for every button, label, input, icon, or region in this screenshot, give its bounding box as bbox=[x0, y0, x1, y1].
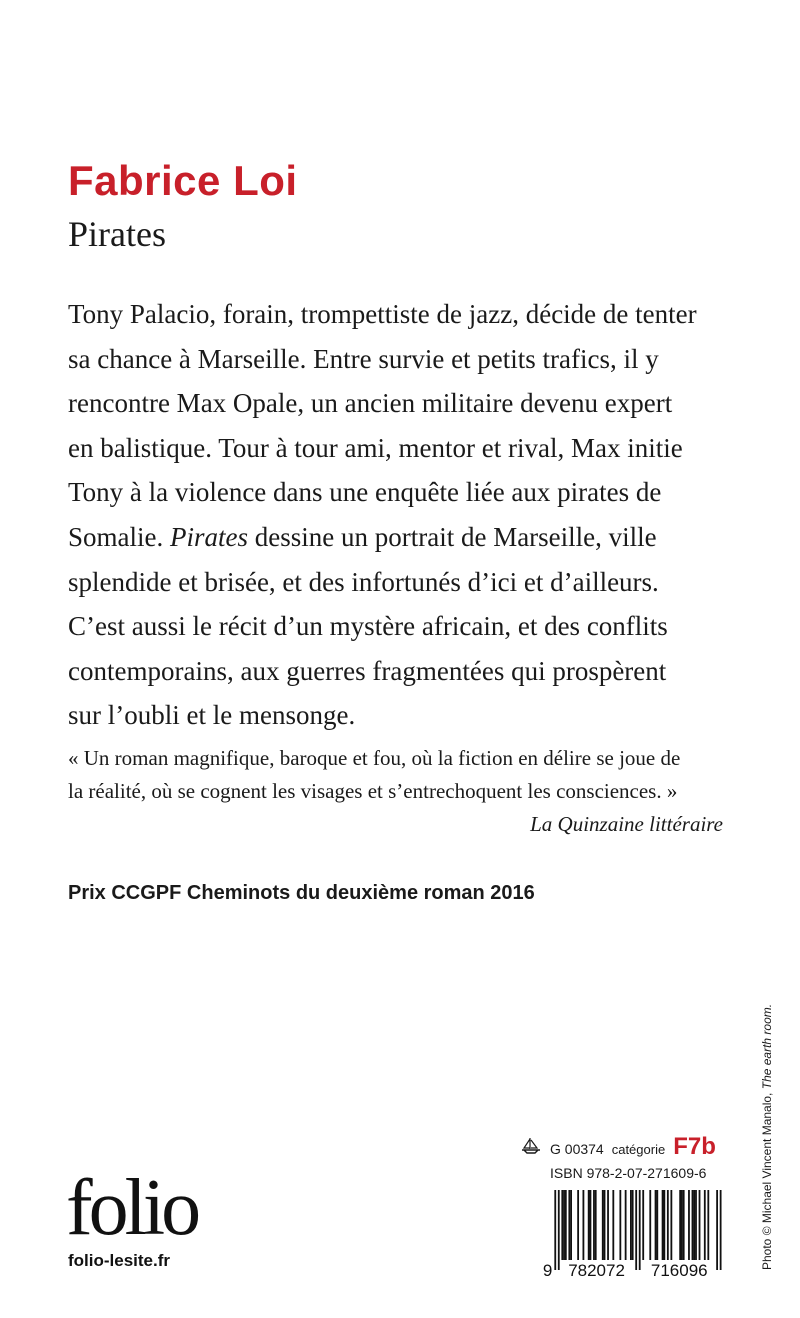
barcode-bar bbox=[588, 1190, 590, 1260]
barcode-bar bbox=[607, 1190, 609, 1260]
barcode-bar bbox=[663, 1190, 665, 1260]
barcode-bar bbox=[662, 1190, 664, 1260]
barcode-bar bbox=[619, 1190, 621, 1260]
book-title: Pirates bbox=[68, 214, 166, 254]
barcode-bar bbox=[568, 1190, 570, 1260]
barcode-bar bbox=[577, 1190, 579, 1260]
blurb-text: Somalie. bbox=[68, 521, 170, 552]
barcode-bar bbox=[570, 1190, 572, 1260]
barcode-bar bbox=[595, 1190, 597, 1260]
folio-logo: folio bbox=[66, 1164, 198, 1252]
press-quote bbox=[68, 742, 728, 841]
barcode-bar bbox=[565, 1190, 567, 1260]
barcode-digits: 9 bbox=[542, 1261, 553, 1278]
blurb-book-title: Pirates bbox=[170, 521, 248, 552]
isbn-barcode bbox=[535, 1190, 725, 1278]
photo-credit bbox=[760, 1004, 774, 1270]
quote-source: La Quinzaine littéraire bbox=[530, 812, 723, 836]
barcode-bar bbox=[704, 1190, 706, 1260]
blurb-line: sa chance à Marseille. Entre survie et petits trafics, il y bbox=[68, 343, 659, 374]
barcode-bar bbox=[590, 1190, 592, 1260]
barcode-bar bbox=[699, 1190, 701, 1260]
quote-line: la réalité, où se cognent les visages et s’entrechoquent les consciences. » bbox=[68, 779, 678, 803]
barcode-bar bbox=[683, 1190, 685, 1260]
photo-credit-prefix: Photo © Michael Vincent Manalo, bbox=[760, 1089, 774, 1270]
publisher-website: folio-lesite.fr bbox=[68, 1251, 171, 1270]
barcode-bar bbox=[693, 1190, 695, 1260]
barcode-bar bbox=[667, 1190, 669, 1260]
barcode-bar bbox=[656, 1190, 658, 1260]
blurb-line: splendide et brisée, et des infortunés d’ici et d’ailleurs. bbox=[68, 566, 659, 597]
barcode-bar bbox=[635, 1190, 637, 1270]
literary-prize: Prix CCGPF Cheminots du deuxième roman 2016 bbox=[68, 882, 535, 904]
blurb-line bbox=[68, 515, 728, 560]
barcode-bar bbox=[679, 1190, 681, 1260]
author-name: Fabrice Loi bbox=[68, 157, 298, 204]
barcode-bar bbox=[642, 1190, 644, 1260]
blurb-text: dessine un portrait de Marseille, ville bbox=[248, 521, 657, 552]
blurb-line: C’est aussi le récit d’un mystère africain, et des conflits bbox=[68, 611, 668, 642]
barcode-bar bbox=[561, 1190, 563, 1260]
blurb-line: contemporains, aux guerres fragmentées qui prospèrent bbox=[68, 655, 667, 686]
barcode-bar bbox=[604, 1190, 606, 1260]
collection-code: G 00374 bbox=[550, 1141, 604, 1157]
price-category: F7b bbox=[673, 1133, 716, 1160]
photo-credit-work: The earth room. bbox=[760, 1003, 774, 1090]
isbn: ISBN 978-2-07-271609-6 bbox=[550, 1165, 707, 1181]
barcode-bar bbox=[602, 1190, 604, 1260]
blurb-line: en balistique. Tour à tour ami, mentor et rival, Max initie bbox=[68, 432, 683, 463]
barcode-bar bbox=[716, 1190, 718, 1270]
barcode-bar bbox=[692, 1190, 694, 1260]
blurb-line: rencontre Max Opale, un ancien militaire devenu expert bbox=[68, 388, 673, 419]
barcode-bar bbox=[639, 1190, 641, 1270]
barcode-bar bbox=[632, 1190, 634, 1260]
barcode-bar bbox=[688, 1190, 690, 1260]
barcode-digits: 716096 bbox=[650, 1261, 708, 1278]
barcode-digits: 782072 bbox=[568, 1261, 625, 1278]
back-cover-blurb bbox=[68, 292, 728, 738]
barcode-bar bbox=[593, 1190, 595, 1260]
blurb-line: sur l’oubli et le mensonge. bbox=[68, 700, 356, 731]
category-label: catégorie bbox=[611, 1142, 666, 1157]
barcode-bar bbox=[681, 1190, 683, 1260]
barcode-bar bbox=[558, 1190, 560, 1270]
barcode-bar bbox=[554, 1190, 556, 1270]
barcode-bar bbox=[583, 1190, 585, 1260]
barcode-bar bbox=[649, 1190, 651, 1260]
barcode-bar bbox=[670, 1190, 672, 1260]
barcode-bar bbox=[720, 1190, 722, 1270]
quote-line: « Un roman magnifique, baroque et fou, où la fiction en délire se joue de bbox=[68, 746, 681, 770]
barcode-bar bbox=[612, 1190, 614, 1260]
collection-code-line bbox=[520, 1133, 716, 1161]
blurb-line: Tony à la violence dans une enquête liée aux pirates de bbox=[68, 477, 662, 508]
blurb-line: Tony Palacio, forain, trompettiste de jazz, décide de tenter bbox=[68, 299, 697, 329]
barcode-bar bbox=[625, 1190, 627, 1260]
barcode-bar bbox=[707, 1190, 709, 1260]
barcode-bar bbox=[655, 1190, 657, 1260]
barcode-bar bbox=[630, 1190, 632, 1260]
sailing-mark-icon bbox=[520, 1136, 542, 1154]
barcode-bar bbox=[695, 1190, 697, 1260]
barcode-bar bbox=[563, 1190, 565, 1260]
